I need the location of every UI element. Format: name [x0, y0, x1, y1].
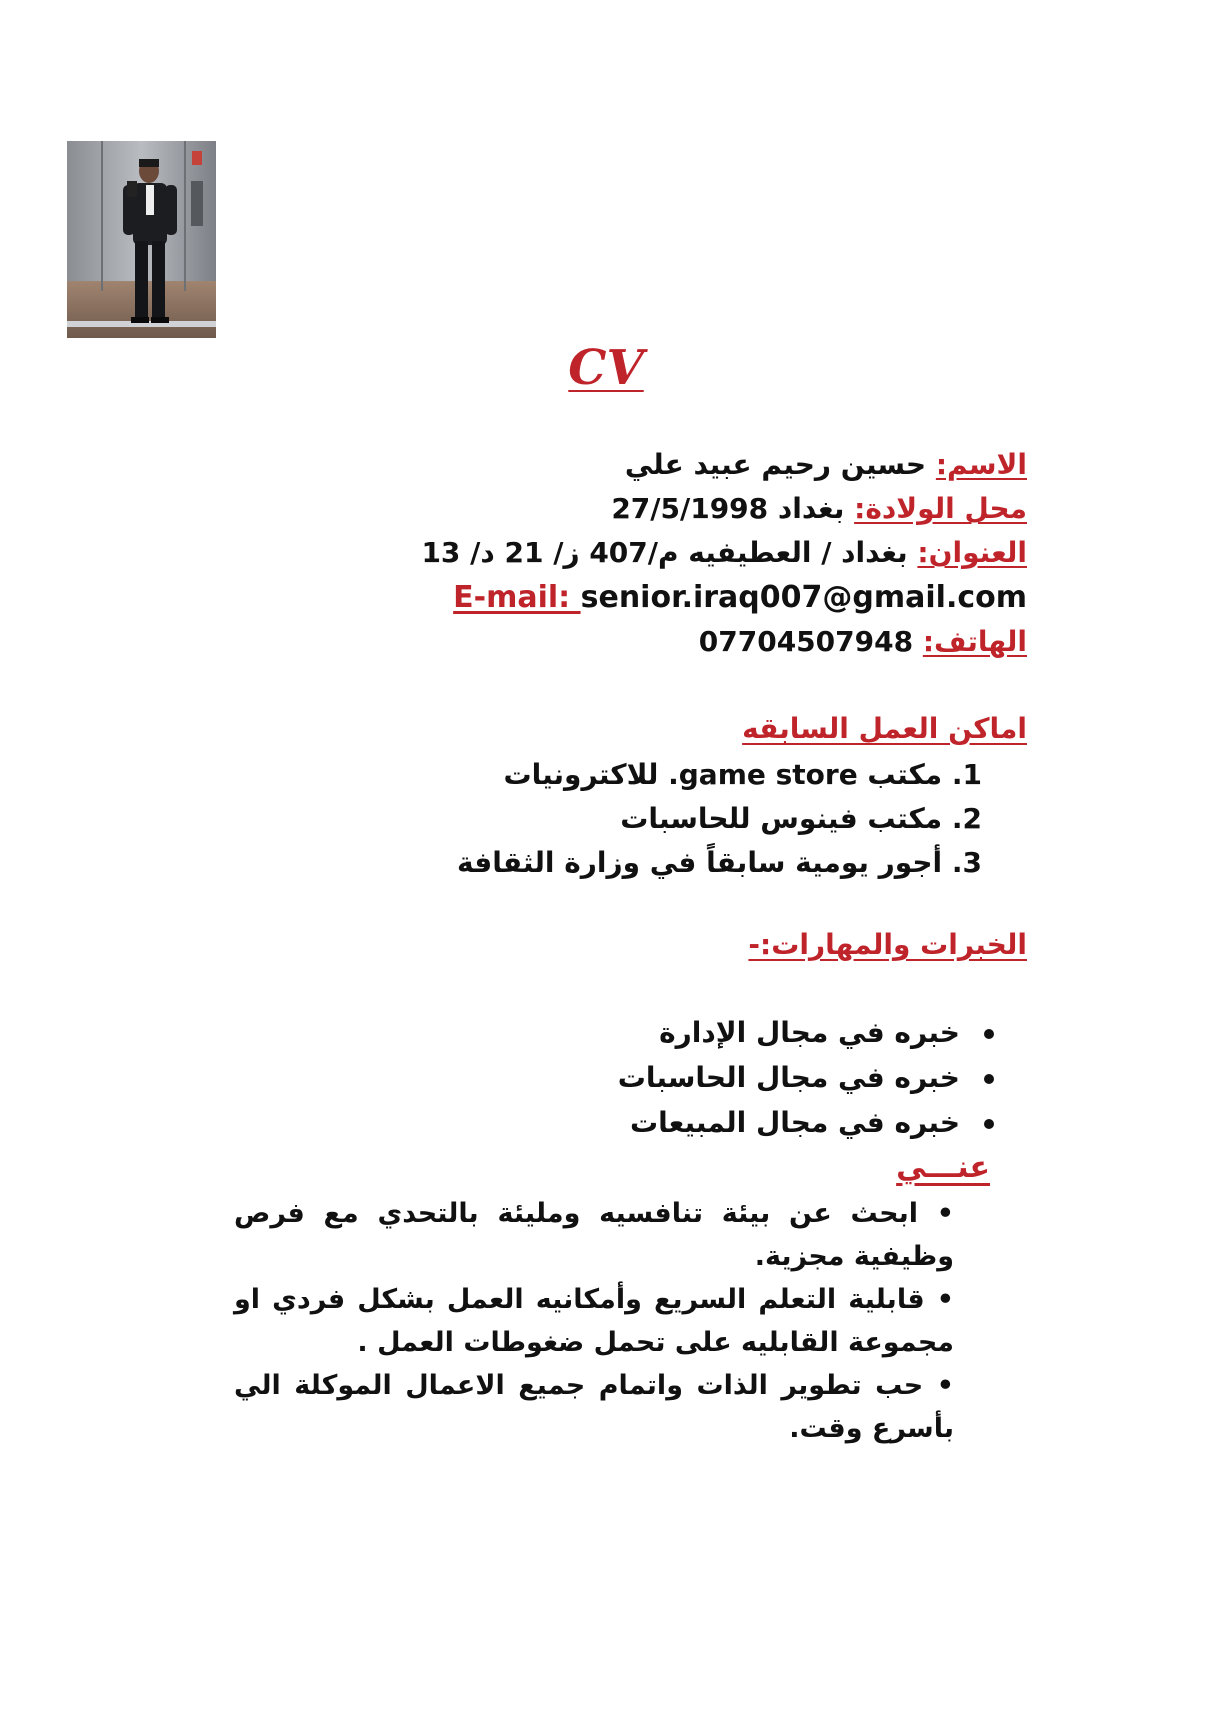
bullet-icon — [984, 1074, 994, 1084]
phone-label: الهاتف: — [922, 625, 1027, 658]
work-item-text: مكتب game store. للاكترونيات — [503, 758, 943, 791]
skill-item — [630, 1106, 994, 1139]
address-value: بغداد / العطيفيه م/407 ز/ 21 د/ 13 — [421, 536, 908, 569]
skill-text: خبره في مجال الحاسبات — [617, 1061, 960, 1094]
skills-heading: الخبرات والمهارات:- — [748, 928, 1027, 961]
work-item-number: 3. — [951, 846, 982, 879]
work-item-number: 2. — [951, 802, 982, 835]
phone-row — [699, 625, 1027, 658]
work-item-text: مكتب فينوس للحاسبات — [620, 802, 943, 835]
work-item — [457, 846, 982, 879]
name-row — [625, 448, 1027, 481]
about-paragraph: • حب تطوير الذات واتمام جميع الاعمال الموكلة الي بأسرع وقت. — [234, 1370, 954, 1444]
about-heading: عنـــي — [896, 1150, 990, 1185]
name-label: الاسم: — [935, 448, 1027, 481]
name-value: حسين رحيم عبيد علي — [624, 448, 927, 481]
bullet-icon — [984, 1029, 994, 1039]
email-label: E-mail: — [453, 580, 581, 615]
email-row — [453, 580, 1027, 615]
skill-item — [618, 1061, 994, 1094]
skill-item — [659, 1016, 994, 1049]
previous-work-heading: اماكن العمل السابقه — [742, 712, 1027, 745]
birth-label: محل الولادة: — [854, 492, 1027, 525]
about-paragraph: • قابلية التعلم السريع وأمكانيه العمل بشكل فردي او مجموعة القابليه على تحمل ضغوطات العمل . — [234, 1284, 954, 1358]
address-label: العنوان: — [917, 536, 1027, 569]
address-row — [421, 536, 1027, 569]
phone-value: 07704507948 — [698, 625, 914, 658]
skill-text: خبره في مجال المبيعات — [630, 1106, 960, 1139]
about-paragraph: • ابحث عن بيئة تنافسيه ومليئة بالتحدي مع فرص وظيفية مجزية. — [234, 1198, 954, 1272]
cv-title-text: CV — [568, 340, 644, 396]
email-value[interactable]: senior.iraq007@gmail.com — [580, 580, 1027, 615]
work-item — [620, 802, 982, 835]
work-item-number: 1. — [951, 758, 982, 791]
work-item-text: أجور يومية سابقاً في وزارة الثقافة — [456, 846, 943, 879]
work-item — [503, 758, 982, 791]
bullet-icon — [984, 1119, 994, 1129]
birth-row — [611, 492, 1027, 525]
cv-title — [0, 340, 1212, 396]
skill-text: خبره في مجال الإدارة — [659, 1016, 960, 1049]
birth-value: بغداد 27/5/1998 — [611, 492, 845, 525]
profile-photo — [67, 141, 216, 338]
